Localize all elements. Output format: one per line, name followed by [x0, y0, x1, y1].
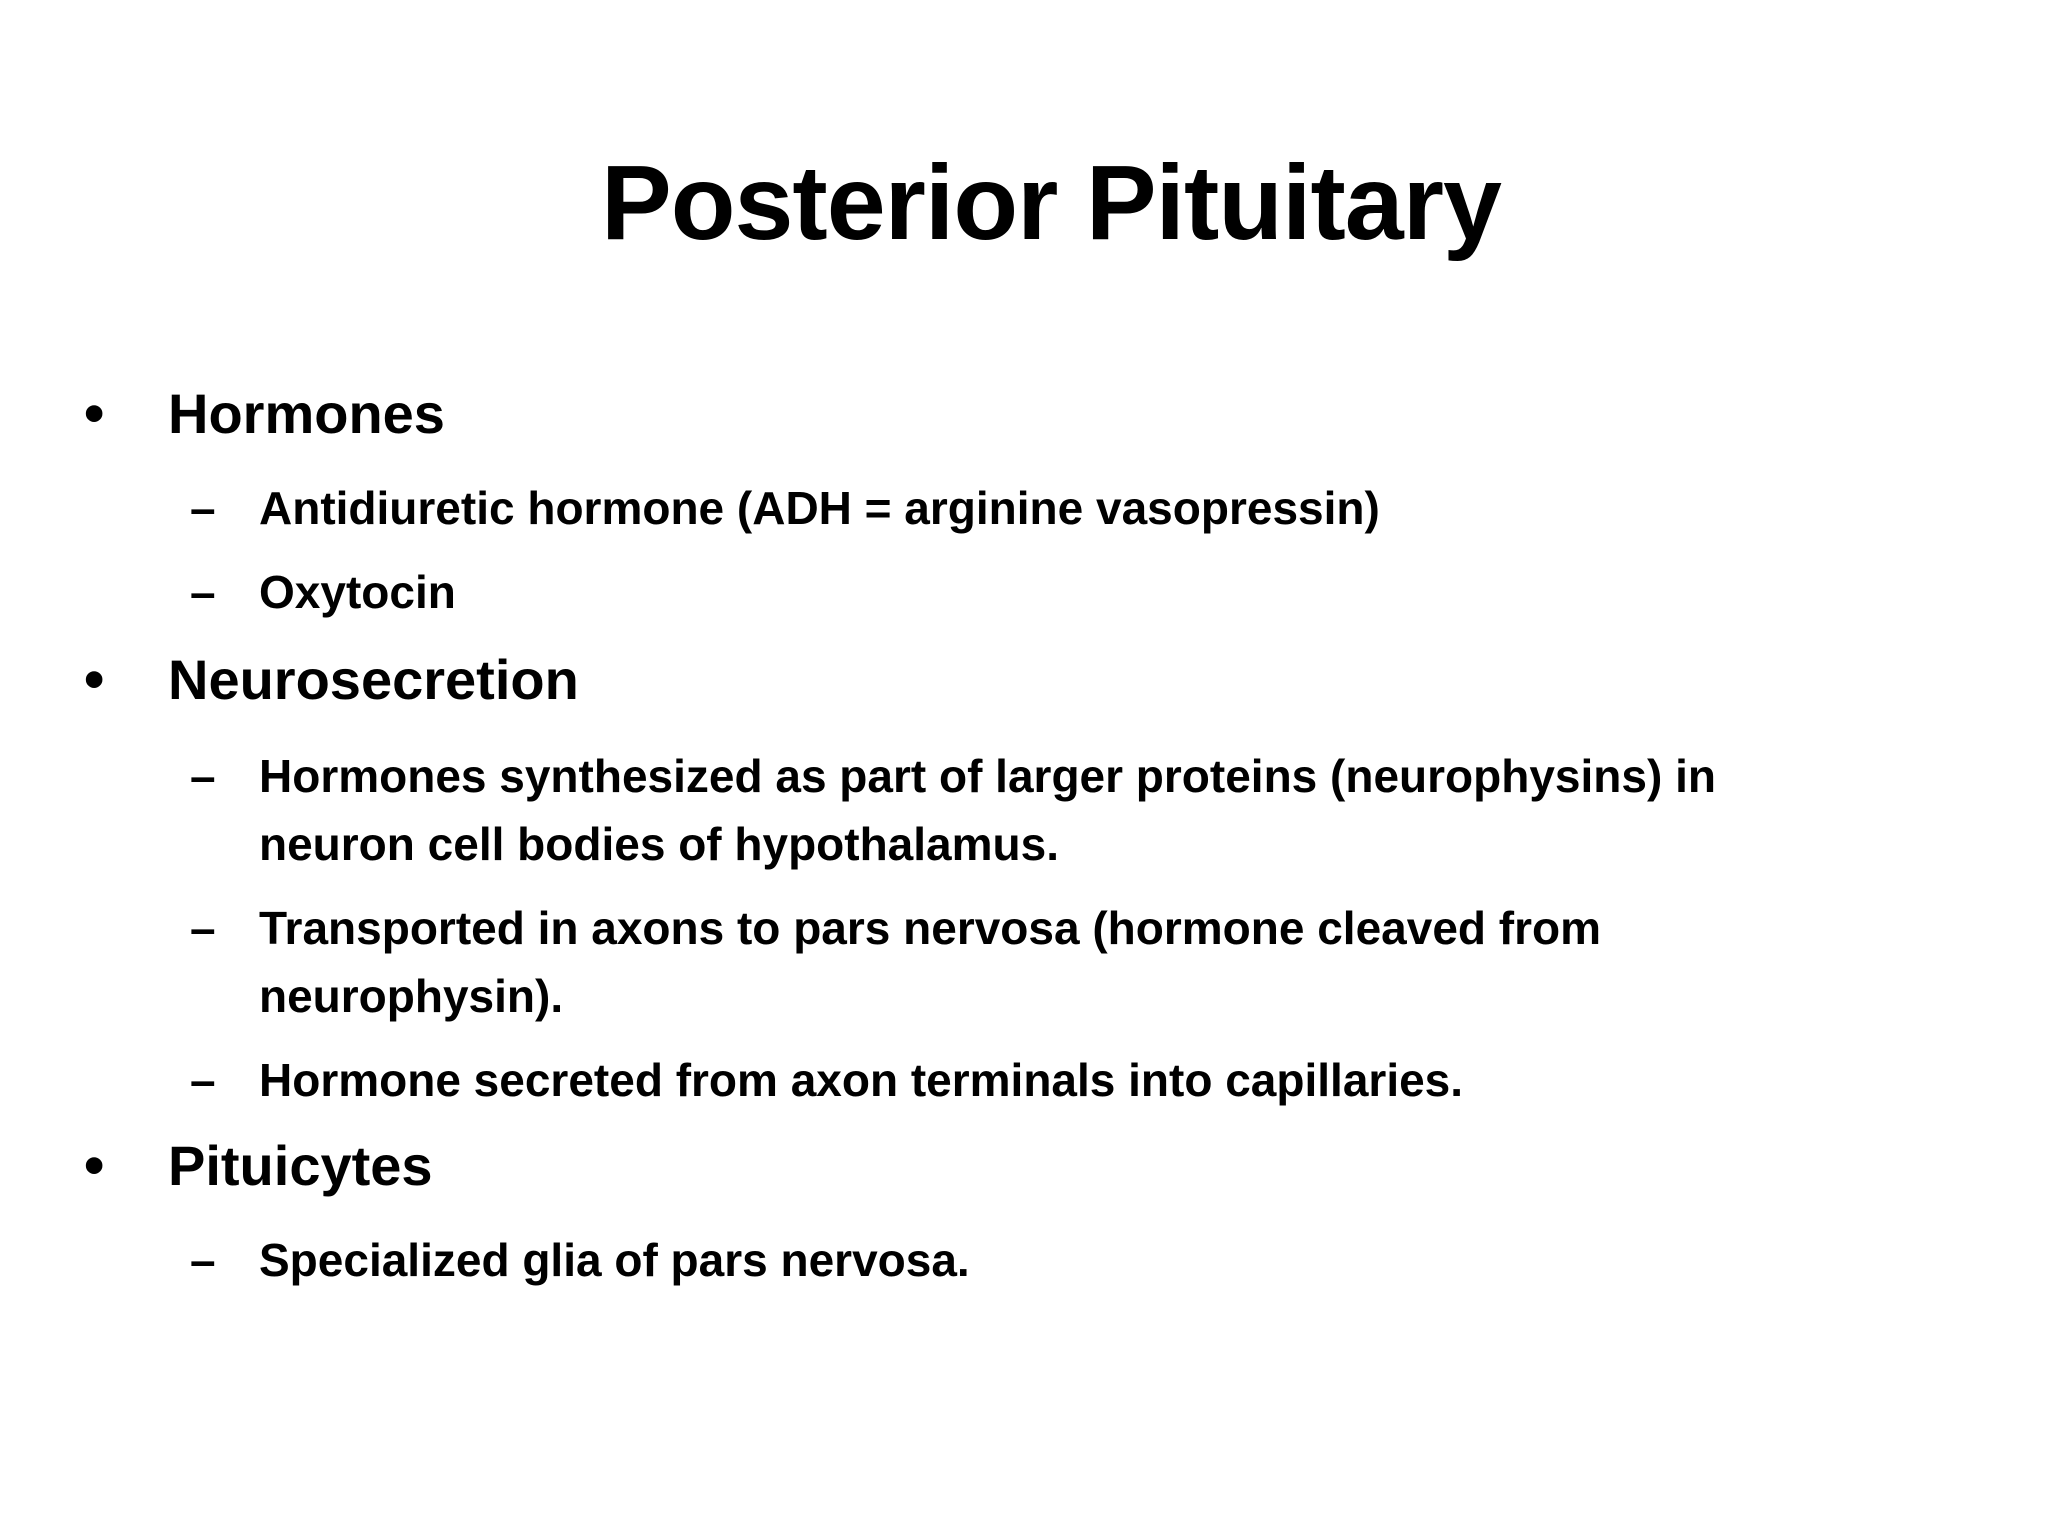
- slide-title: Posterior Pituitary: [601, 144, 1501, 262]
- bullet-item-neurosecretion: [0, 644, 2000, 716]
- bullet-heading: Hormones: [168, 382, 445, 445]
- sub-item-text: Hormone secreted from axon terminals into capillaries.: [259, 1054, 1464, 1106]
- sub-item-text: Transported in axons to pars nervosa (hormone cleaved from neurophysin).: [259, 902, 1602, 1022]
- bullet-icon: •: [84, 647, 105, 712]
- dash-icon: –: [190, 902, 216, 954]
- bullet-heading: Pituicytes: [168, 1134, 433, 1197]
- bullet-icon: •: [84, 1133, 105, 1198]
- sub-item-text: Hormones synthesized as part of larger proteins (neurophysins) in neuron cell bodies of hypothalamus.: [259, 750, 1716, 870]
- bullet-icon: •: [84, 381, 105, 446]
- sub-item-text: Antidiuretic hormone (ADH = arginine vasopressin): [259, 482, 1380, 534]
- sub-item-text: Oxytocin: [259, 566, 456, 618]
- dash-icon: –: [190, 1054, 216, 1106]
- sub-item-text: Specialized glia of pars nervosa.: [259, 1234, 970, 1286]
- dash-icon: –: [190, 1234, 216, 1286]
- dash-icon: –: [190, 482, 216, 534]
- bullet-item-pituicytes: [0, 1130, 2000, 1202]
- bullet-heading: Neurosecretion: [168, 648, 579, 711]
- dash-icon: –: [190, 750, 216, 802]
- dash-icon: –: [190, 566, 216, 618]
- bullet-item-hormones: [0, 378, 2000, 450]
